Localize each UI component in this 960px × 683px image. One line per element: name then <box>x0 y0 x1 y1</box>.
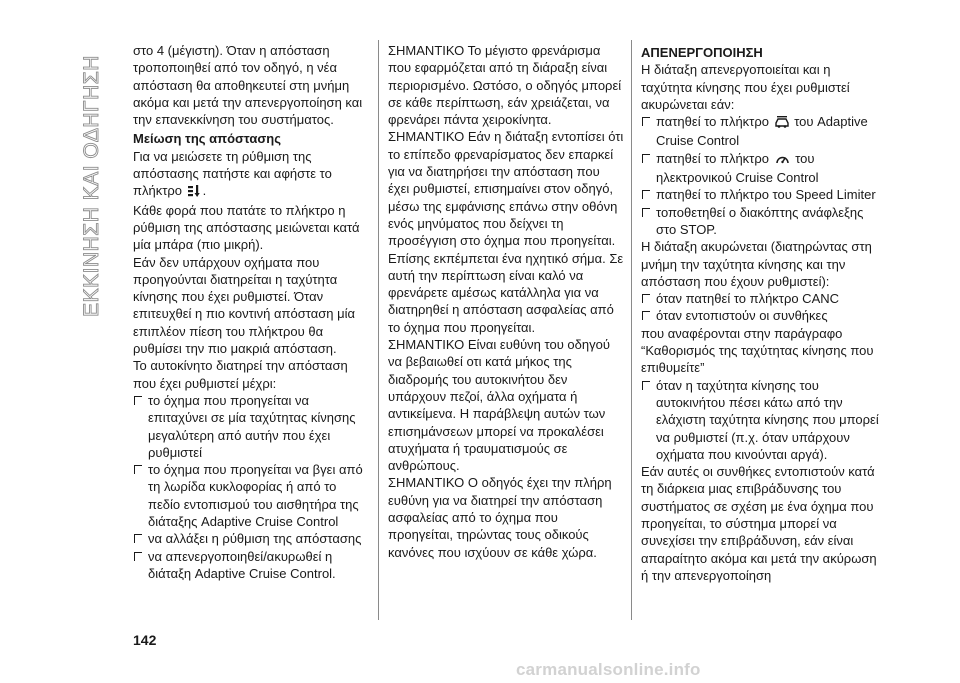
text-span: του ηλεκτρονικού Cruise Control <box>656 150 819 186</box>
text-span: του Adaptive Cruise Control <box>656 114 868 149</box>
list-item: πατηθεί το πλήκτρο του Speed Limiter <box>641 186 881 203</box>
paragraph: Η διάταξη ακυρώνεται (διατηρώντας στη μνήμη την ταχύτητα κίνησης και την απόσταση που έχουν ρυθμιστεί): <box>641 239 872 289</box>
paragraph: Κάθε φορά που πατάτε το πλήκτρο η ρύθμιση της απόστασης μειώνεται κατά μία μπάρα (πιο μικρή). <box>133 202 360 253</box>
column-1 <box>133 42 368 582</box>
adaptive-cruise-control-icon <box>775 115 789 132</box>
list-item: να αλλάξει η ρύθμιση της απόστασης <box>133 530 368 547</box>
distance-decrease-icon <box>188 184 201 201</box>
list-item <box>641 113 881 150</box>
page-number: 142 <box>133 632 157 648</box>
list-item: το όχημα που προηγείται να επιταχύνει σε μία ταχύτητας κίνησης μεγαλύτερη από αυτήν που έχει ρυθμιστεί <box>133 392 368 461</box>
cruise-control-speedometer-icon <box>775 152 790 169</box>
list-item <box>641 150 881 187</box>
text-span: πατηθεί το πλήκτρο <box>656 114 769 130</box>
text-span: πατηθεί το πλήκτρο <box>656 150 769 166</box>
section-heading: ΑΠΕΝΕΡΓΟΠΟΙΗΣΗ <box>641 45 763 60</box>
paragraph: που αναφέρονται στην παράγραφο “Καθορισμός της ταχύτητας κίνησης που επιθυμείτε” <box>641 325 874 376</box>
column-divider <box>378 40 379 620</box>
column-2 <box>388 42 624 561</box>
paragraph: ΣΗΜΑΝΤΙΚΟ Είναι ευθύνη του οδηγού να βεβαιωθεί οτι κατά μήκος της διαδρομής του αυτοκινήτου δεν υπάρχουν πεζοί, άλλα οχήματα ή αντικείμενα. Η παράβλεψη αυτών των επισημάνσεων μπορεί να προκαλέσει ατυχήματα ή τραυματισμούς σε ανθρώπους. <box>388 337 610 474</box>
intro-paragraph: στο 4 (μέγιστη). Όταν η απόσταση τροποποιηθεί από τον οδηγό, η νέα απόσταση θα αποθηκευτεί στη μνήμη ακόμα και μετά την απενεργοποίηση και την επανεκκίνηση του συστήματος. <box>133 43 363 128</box>
text-span: Για να μειώσετε τη ρύθμιση της απόστασης πατήστε και αφήστε το πλήκτρο <box>133 148 332 199</box>
text-span: . <box>202 183 207 199</box>
list-item: να απενεργοποιηθεί/ακυρωθεί η διάταξη Adaptive Cruise Control. <box>133 548 368 583</box>
list-item: όταν πατηθεί το πλήκτρο CANC <box>641 290 881 307</box>
watermark: carmanualsonline.info <box>516 660 701 679</box>
paragraph: Εάν δεν υπάρχουν οχήματα που προηγούνται διατηρείται η ταχύτητα κίνησης που έχει ρυθμιστεί. Όταν επιτευχθεί η πιο κοντινή απόσταση μία επιπλέον πίεση του πλήκτρου θα ρυθμίσει την πιο μακριά απόσταση. <box>133 254 355 357</box>
section-title: ΕΚΚΙΝΗΣΗ ΚΑΙ ΟΔΗΓΗΣΗ <box>80 55 103 317</box>
list-item: τοποθετηθεί ο διακόπτης ανάφλεξης στο STOP. <box>641 204 881 239</box>
list-item: όταν η ταχύτητα κίνησης του αυτοκινήτου πέσει κάτω από την ελάχιστη ταχύτητα κίνησης που μπορεί να ρυθμιστεί (π.χ. όταν υπάρχουν οχήματα που κινούνται αργά). <box>641 377 881 463</box>
list-item: το όχημα που προηγείται να βγει από τη λωρίδα κυκλοφορίας ή από το πεδίο εντοπισμού του αισθητήρα της διάταξης Adaptive Cruise Control <box>133 461 368 530</box>
section-heading: Μείωση της απόστασης <box>133 131 281 147</box>
paragraph: ΣΗΜΑΝΤΙΚΟ Εάν η διάταξη εντοπίσει ότι το επίπεδο φρεναρίσματος δεν επαρκεί για να διατηρήσει την απόσταση που έχει ρυθμιστεί, επισημαίνει στον οδηγό, μέσω της εμφάνισης επάνω στην οθόνη ενός μηνύματος που δείχνει τη προσέγγιση στο όχημα που προηγείται. Επίσης εκπέμπεται ένα ηχητικό σήμα. Σε αυτή την περίπτωση είναι καλό να φρενάρετε αμέσως κατάλληλα για να διατηρηθεί η απόσταση ασφαλείας από το όχημα που προηγείται. <box>388 129 624 335</box>
column-3 <box>641 42 881 584</box>
paragraph: ΣΗΜΑΝΤΙΚΟ Το μέγιστο φρενάρισμα που εφαρμόζεται από τη διάραξη είναι περιορισμένο. Ωστόσο, ο οδηγός μπορεί σε κάθε περίπτωση, εάν χρειάζεται, να φρενάρει πάντα χειροκίνητα. <box>388 43 622 128</box>
paragraph: Το αυτοκίνητο διατηρεί την απόσταση που έχει ρυθμιστεί μέχρι: <box>133 358 348 391</box>
intro-paragraph: Η διάταξη απενεργοποιείται και η ταχύτητα κίνησης που έχει ρυθμιστεί ακυρώνεται εάν: <box>641 62 850 112</box>
paragraph: ΣΗΜΑΝΤΙΚΟ Ο οδηγός έχει την πλήρη ευθύνη για να διατηρεί την απόσταση ασφαλείας από το όχημα που προηγείται, τηρώντας τους οδικούς κανόνες που ισχύουν σε κάθε χώρα. <box>388 475 612 560</box>
section-side-tab <box>82 36 102 336</box>
column-divider <box>631 40 632 620</box>
list-item: όταν εντοπιστούν οι συνθήκες <box>641 307 881 324</box>
paragraph: Εάν αυτές οι συνθήκες εντοπιστούν κατά τη διάρκεια μιας επιβράδυνσης του συστήματος σε σχέση με ένα όχημα που προηγείται, το σύστημα μπορεί να συνεχίσει την επιβράδυνση, εάν είναι απαραίτητο ακόμα και μετά την ακύρωση ή την απενεργοποίηση <box>641 464 877 583</box>
paragraph <box>133 148 368 202</box>
